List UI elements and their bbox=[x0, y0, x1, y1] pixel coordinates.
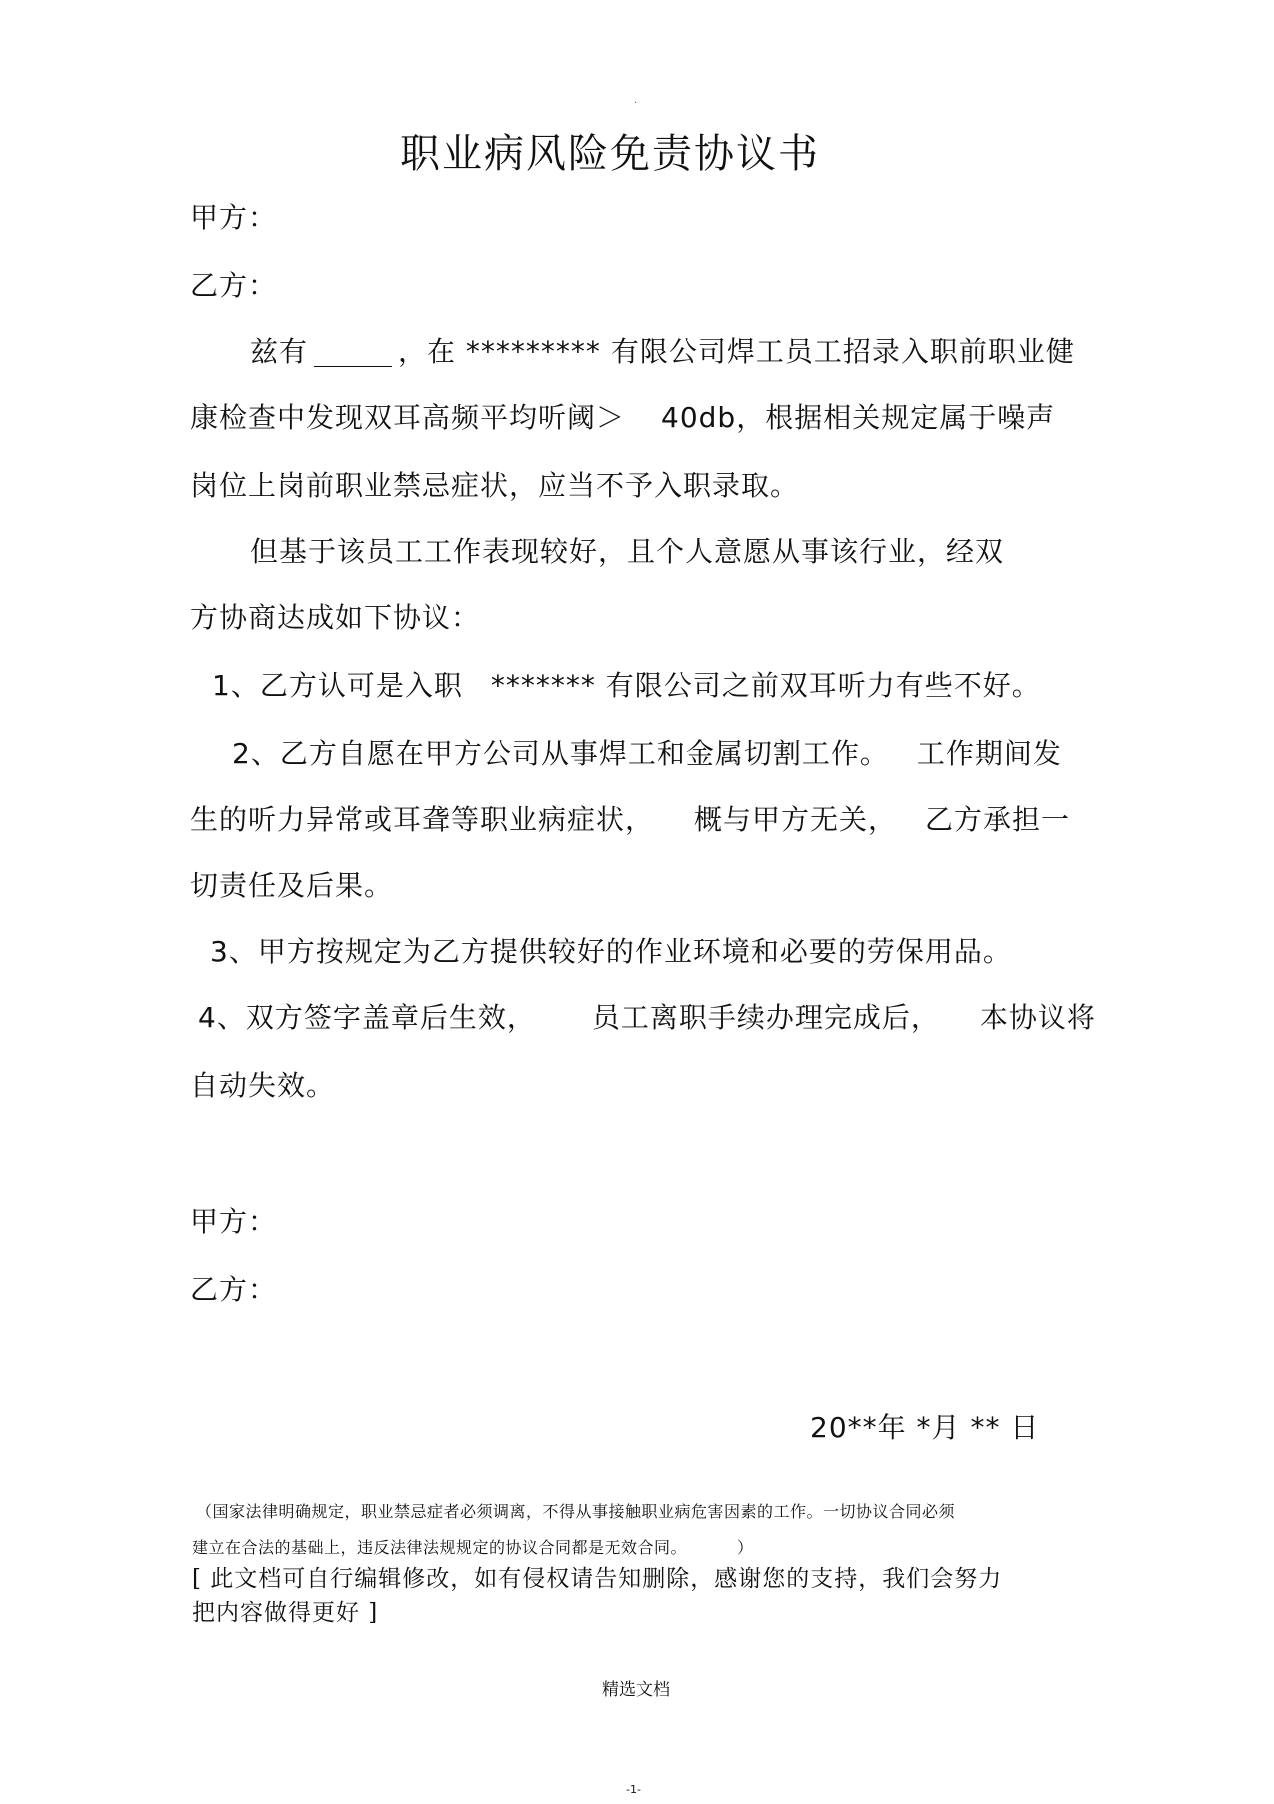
para1-line2-post: ，根据相关规定属于噪声 bbox=[736, 401, 1056, 434]
item2-part-a: 、乙方自愿在甲方公司从事焊工和金属切割工作。 bbox=[250, 737, 889, 770]
item4-number: 4 bbox=[198, 1001, 217, 1034]
para1-line3: 岗位上岗前职业禁忌症状，应当不予入职录取。 bbox=[190, 469, 800, 502]
party-b-label: 乙方： bbox=[190, 269, 278, 302]
item2-part-b: 工作期间发 bbox=[916, 737, 1062, 770]
agreement-item-2-line3: 切责任及后果。 bbox=[190, 869, 394, 902]
agreement-item-4-line1 bbox=[198, 1001, 1096, 1034]
para1-line2-pre: 康检查中发现双耳高频平均听阈＞ bbox=[190, 401, 626, 434]
agreement-item-4-line2: 自动失效。 bbox=[190, 1069, 336, 1102]
agreement-item-3 bbox=[210, 935, 1012, 968]
para1-line1-pre: 兹有 bbox=[250, 335, 309, 368]
signing-date bbox=[810, 1411, 1040, 1444]
agreement-item-2-line1 bbox=[232, 737, 1062, 770]
para1-line1-post: 有限公司焊工员工招录入职前职业健 bbox=[610, 335, 1075, 368]
date-year-unit: 年 bbox=[877, 1411, 917, 1444]
item3-number: 3 bbox=[210, 935, 229, 968]
para2-line2: 方协商达成如下协议： bbox=[190, 601, 481, 634]
document-title: 职业病风险免责协议书 bbox=[400, 131, 820, 177]
top-mark: . bbox=[634, 95, 638, 106]
legal-note-line1: （国家法律明确规定，职业禁忌症者必须调离，不得从事接触职业病危害因素的工作。一切协议合同必须 bbox=[196, 1502, 956, 1521]
agreement-item-2-line2 bbox=[190, 803, 1071, 836]
edit-note-line2: 把内容做得更好 ] bbox=[192, 1600, 379, 1626]
para1-line1 bbox=[250, 335, 1075, 368]
item4-part-a: 、双方签字盖章后生效， bbox=[216, 1001, 536, 1034]
date-day: ** bbox=[970, 1411, 1001, 1444]
date-day-unit: 日 bbox=[1000, 1411, 1040, 1444]
employee-name-blank bbox=[314, 340, 392, 367]
date-month-unit: 月 bbox=[931, 1411, 971, 1444]
date-month: * bbox=[916, 1411, 932, 1444]
legal-note-line2 bbox=[192, 1540, 754, 1556]
item1-post: 有限公司之前双耳听力有些不好。 bbox=[605, 669, 1041, 702]
item2-number: 2 bbox=[232, 737, 251, 770]
para1-line2 bbox=[190, 401, 1056, 434]
item1-pre: 、乙方认可是入职 bbox=[230, 669, 463, 702]
item2-line2-b: 概与甲方无关， bbox=[694, 803, 898, 836]
para2-line1: 但基于该员工工作表现较好，且个人意愿从事该行业，经双 bbox=[250, 535, 1005, 568]
legal-note-close: ） bbox=[737, 1538, 754, 1557]
signature-party-b: 乙方： bbox=[190, 1273, 278, 1306]
item2-line2-c: 乙方承担一 bbox=[925, 803, 1071, 836]
legal-note-line2-body: 建立在合法的基础上，违反法律法规规定的协议合同都是无效合同。 bbox=[192, 1538, 688, 1557]
item4-part-b: 员工离职手续办理完成后， bbox=[591, 1001, 940, 1034]
agreement-item-1 bbox=[212, 669, 1041, 702]
item4-part-c: 本协议将 bbox=[979, 1001, 1096, 1034]
party-a-label: 甲方： bbox=[190, 201, 278, 234]
item3-text: 、甲方按规定为乙方提供较好的作业环境和必要的劳保用品。 bbox=[228, 935, 1012, 968]
item2-line2-a: 生的听力异常或耳聋等职业病症状， bbox=[190, 803, 655, 836]
item1-number: 1 bbox=[212, 669, 231, 702]
footer-label: 精选文档 bbox=[602, 1680, 670, 1700]
item1-mask: ******* bbox=[490, 669, 606, 702]
signature-party-a: 甲方： bbox=[190, 1205, 278, 1238]
date-year: 20** bbox=[810, 1411, 878, 1444]
para1-line1-mid: ，在 ********* bbox=[398, 335, 611, 368]
page-number: -1- bbox=[626, 1783, 641, 1796]
edit-note-line1: [ 此文档可自行编辑修改，如有侵权请告知删除，感谢您的支持，我们会努力 bbox=[192, 1566, 1003, 1592]
hearing-threshold-value: 40db bbox=[661, 401, 737, 434]
